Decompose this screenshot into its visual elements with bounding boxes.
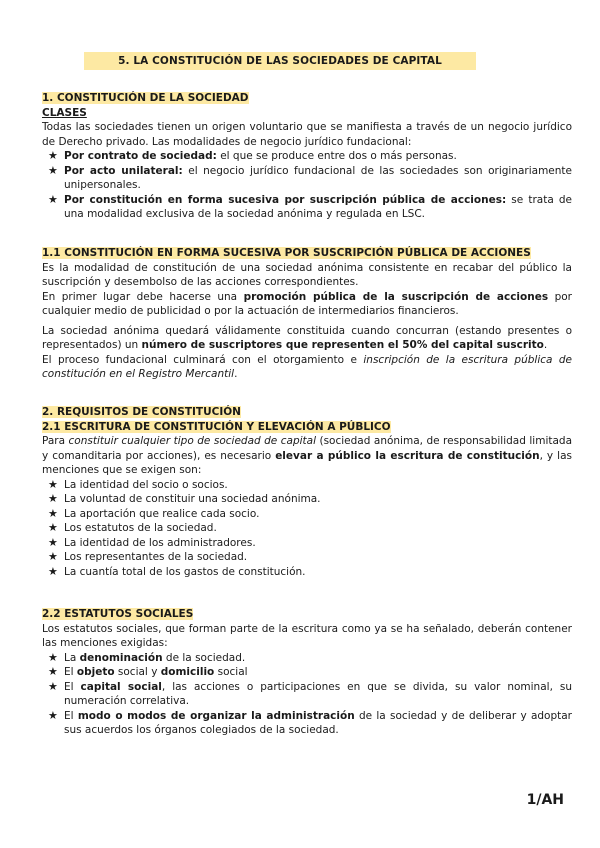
paragraph: Todas las sociedades tienen un origen voluntario que se manifiesta a través de un negocio jurídico de Derecho privado. Las modalidades de negocio jurídico fundacional: (42, 121, 572, 148)
paragraph: Es la modalidad de constitución de una sociedad anónima consistente en recabar del público la suscripción y desembolso de las acciones correspondientes. (42, 261, 572, 288)
subheading-clases: CLASES (42, 106, 87, 119)
list-item: ★ La denominación de la sociedad. (42, 651, 572, 666)
list-item: ★ Por acto unilateral: el negocio jurídico fundacional de las sociedades son originariamente unipersonales. (42, 164, 572, 193)
list-item: ★ El capital social, las acciones o participaciones en que se divida, su valor nominal, su numeración correlativa. (42, 680, 572, 709)
paragraph: La sociedad anónima quedará válidamente constituida cuando concurran (estando presentes o representados) un número de suscriptores que representen el 50% del capital suscrito. (42, 324, 572, 351)
paragraph: Para constituir cualquier tipo de sociedad de capital (sociedad anónima, de responsabilidad limitada y comanditaria por acciones), es necesario elevar a público la escritura de constitución, y las menciones que se exigen son: (42, 435, 573, 476)
paragraph: Los estatutos sociales, que forman parte de la escritura como ya se ha señalado, deberán contener las menciones exigidas: (42, 622, 572, 649)
list-item: ★ La aportación que realice cada socio. (42, 507, 572, 522)
list-item: ★ La identidad de los administradores. (42, 536, 572, 551)
page-number: 1/AH (526, 792, 564, 808)
section-heading: 1.1 CONSTITUCIÓN EN FORMA SUCESIVA POR SUSCRIPCIÓN PÚBLICA DE ACCIONES (42, 247, 531, 259)
list-item: ★ El objeto social y domicilio social (42, 665, 572, 680)
paragraph: En primer lugar debe hacerse una promoción pública de la suscripción de acciones por cualquier medio de publicidad o por la actuación de intermediarios financieros. (42, 290, 572, 317)
section-requisitos (42, 405, 572, 579)
modalidades-list (42, 149, 572, 222)
section-suscripcion-publica (42, 246, 572, 382)
list-item: ★ Los representantes de la sociedad. (42, 550, 572, 565)
section-constitucion (42, 91, 572, 222)
list-item: ★ La cuantía total de los gastos de constitución. (42, 565, 572, 580)
menciones-list (42, 478, 572, 580)
section-heading: 2. REQUISITOS DE CONSTITUCIÓN (42, 406, 241, 418)
list-item: ★ La voluntad de constituir una sociedad anónima. (42, 492, 572, 507)
list-item: ★ Los estatutos de la sociedad. (42, 521, 572, 536)
list-item: ★ Por constitución en forma sucesiva por suscripción pública de acciones: se trata de una modalidad exclusiva de la sociedad anónima y regulada en LSC. (42, 193, 572, 222)
section-heading: 1. CONSTITUCIÓN DE LA SOCIEDAD (42, 92, 249, 104)
page-title: 5. LA CONSTITUCIÓN DE LAS SOCIEDADES DE CAPITAL (84, 52, 476, 70)
list-item: ★ El modo o modos de organizar la administración de la sociedad y de deliberar y adoptar sus acuerdos los órganos colegiados de la sociedad. (42, 709, 572, 738)
section-estatutos (42, 607, 572, 738)
estatutos-list (42, 651, 572, 738)
list-item: ★ La identidad del socio o socios. (42, 478, 572, 493)
subsection-heading: 2.1 ESCRITURA DE CONSTITUCIÓN Y ELEVACIÓN A PÚBLICO (42, 420, 391, 433)
paragraph: El proceso fundacional culminará con el otorgamiento e inscripción de la escritura pública de constitución en el Registro Mercantil. (42, 353, 572, 380)
list-item: ★ Por contrato de sociedad: el que se produce entre dos o más personas. (42, 149, 572, 164)
subsection-heading: 2.2 ESTATUTOS SOCIALES (42, 608, 194, 620)
